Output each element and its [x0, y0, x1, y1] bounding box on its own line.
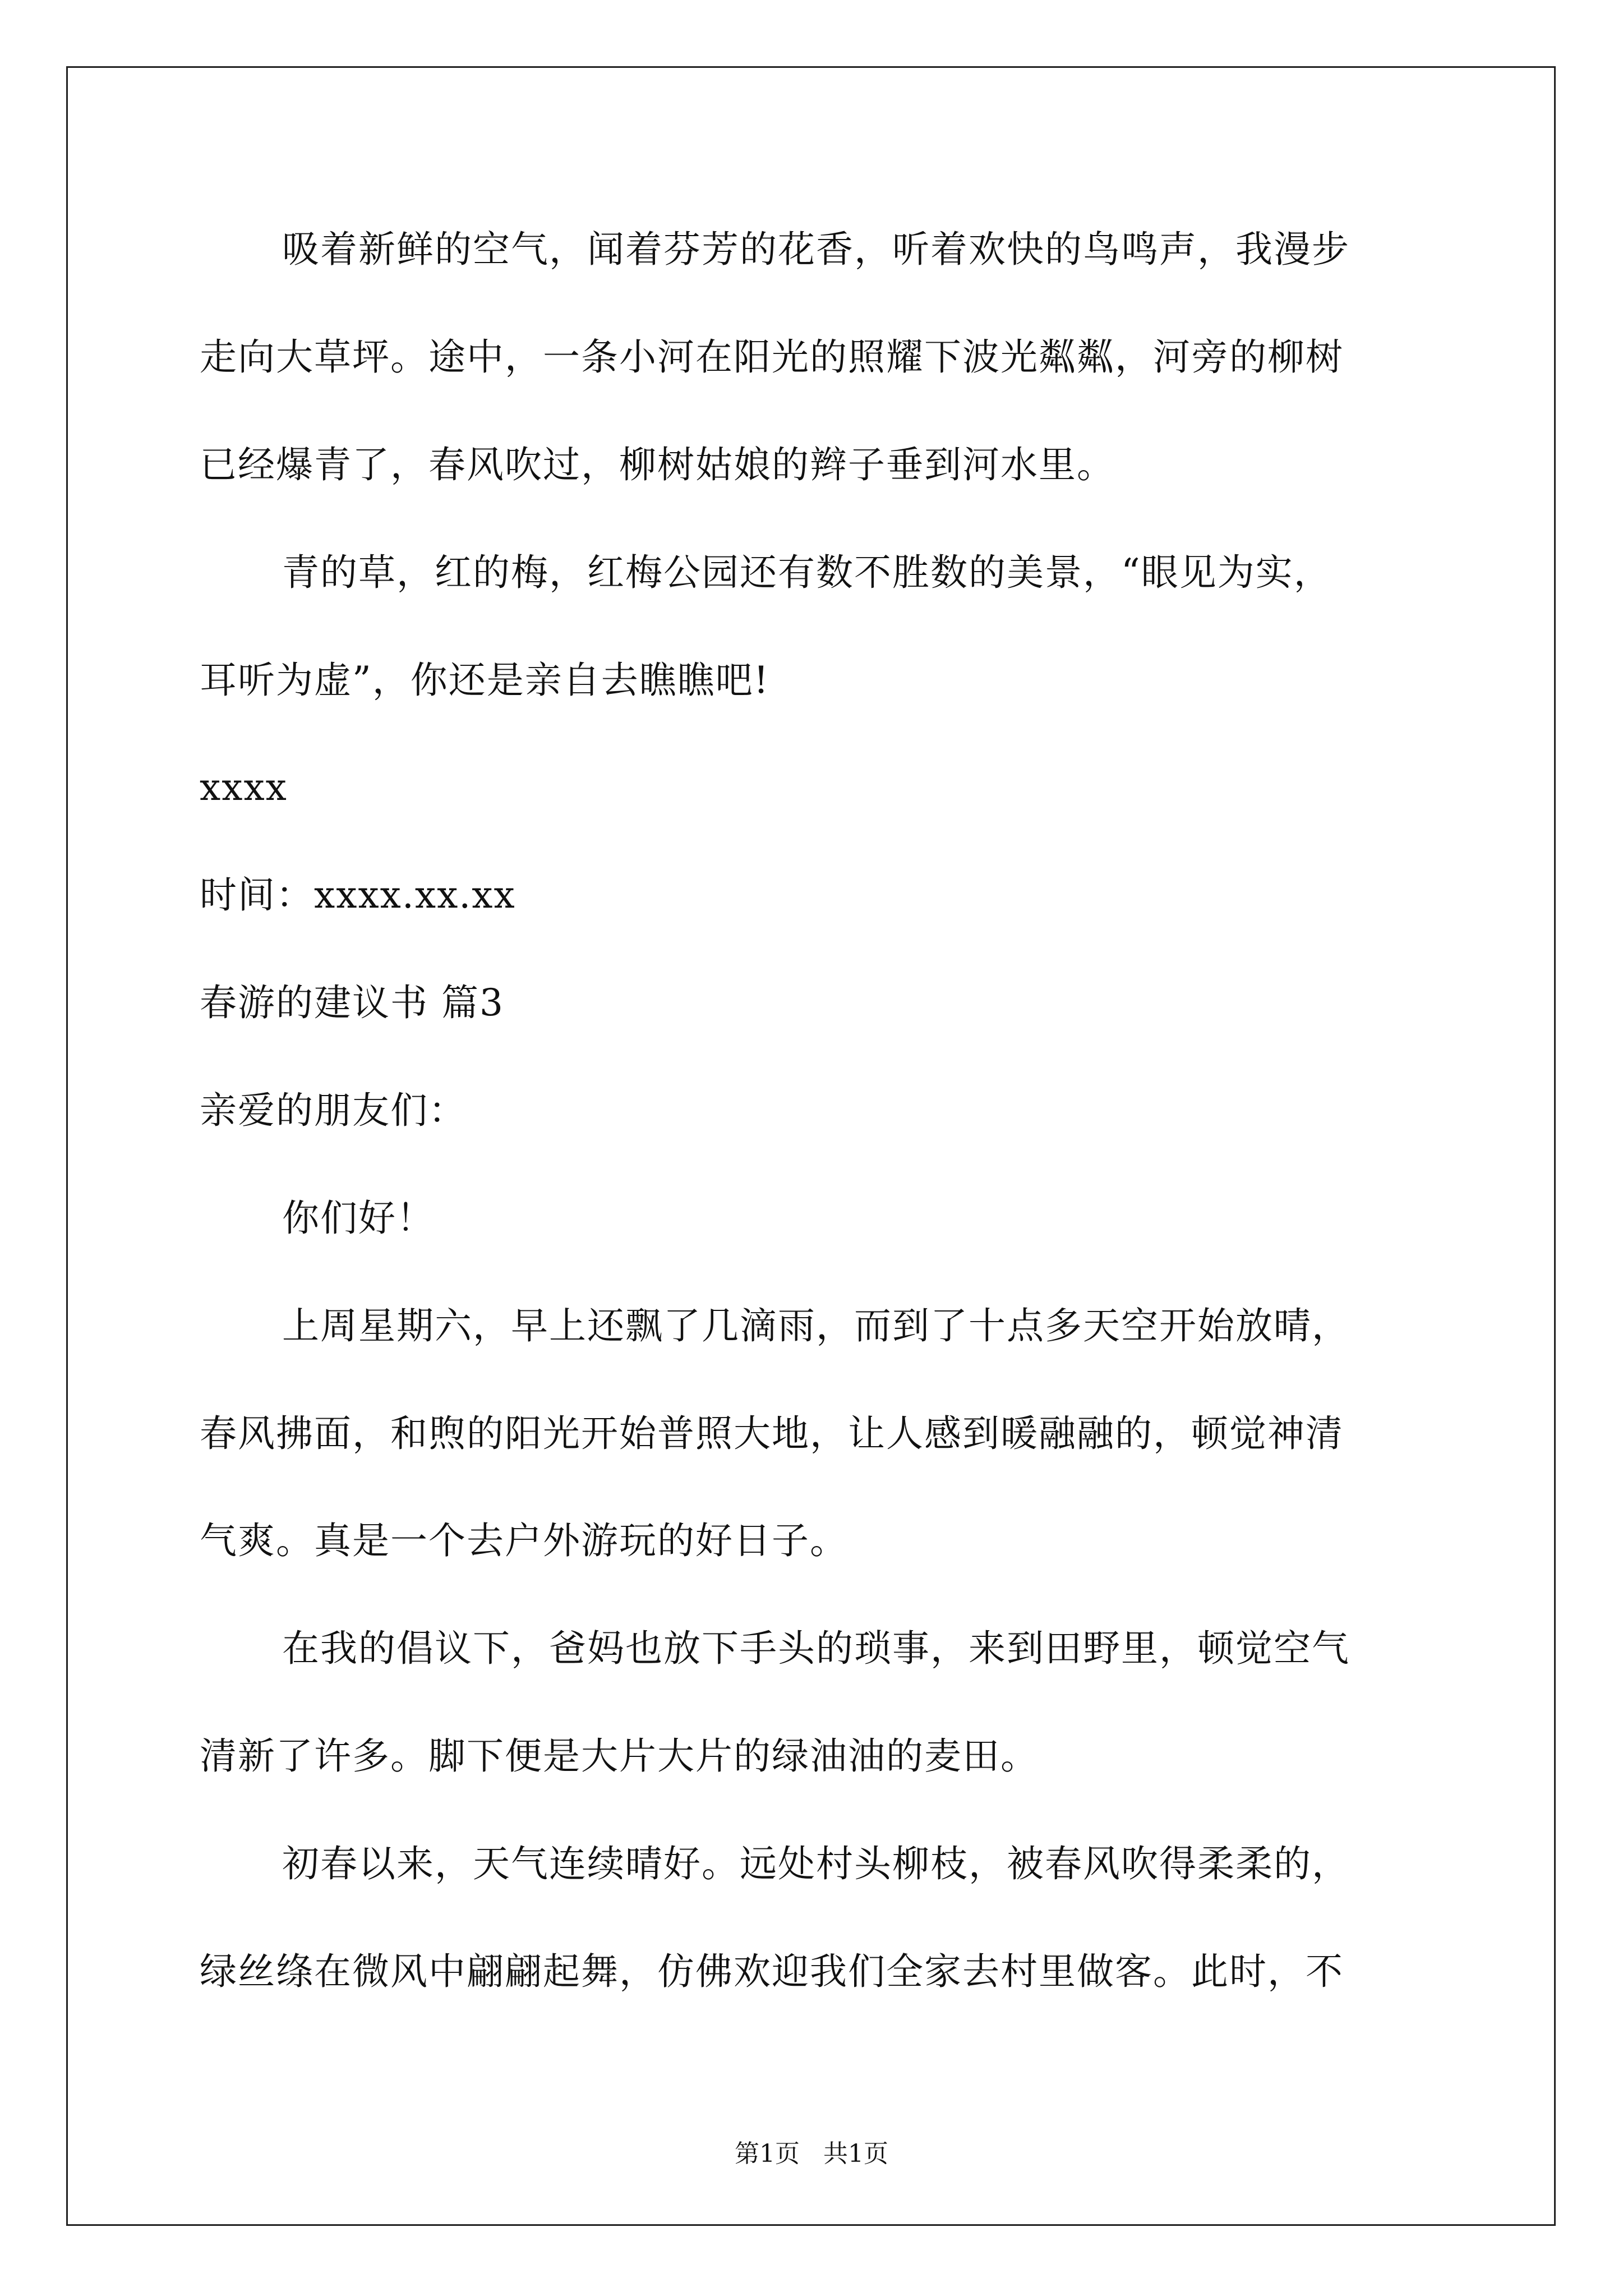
signature-line: xxxx: [200, 766, 288, 809]
paragraph-line: 在我的倡议下，爸妈也放下手头的琐事，来到田野里，顿觉空气: [282, 1627, 1350, 1670]
paragraph-line: 吸着新鲜的空气，闻着芬芳的花香，听着欢快的鸟鸣声，我漫步: [282, 228, 1350, 271]
paragraph-line: 走向大草坪。途中，一条小河在阳光的照耀下波光粼粼，河旁的柳树: [200, 335, 1344, 379]
paragraph-line: 初春以来，天气连续晴好。远处村头柳枝，被春风吹得柔柔的，: [282, 1842, 1350, 1885]
greeting: 你们好！: [282, 1197, 435, 1240]
paragraph-line: 气爽。真是一个去户外游玩的好日子。: [200, 1519, 848, 1562]
section-heading: 春游的建议书 篇3: [200, 981, 504, 1024]
paragraph-line: 春风拂面，和煦的阳光开始普照大地，让人感到暖融融的，顿觉神清: [200, 1412, 1344, 1455]
paragraph-line: 绿丝绦在微风中翩翩起舞，仿佛欢迎我们全家去村里做客。此时，不: [200, 1950, 1344, 1993]
paragraph-line: 已经爆青了，春风吹过，柳树姑娘的辫子垂到河水里。: [200, 443, 1115, 486]
page-border: [66, 66, 1556, 2226]
date-line: 时间：xxxx.xx.xx: [200, 873, 516, 917]
paragraph-line: 青的草，红的梅，红梅公园还有数不胜数的美景，“眼见为实，: [282, 551, 1332, 594]
salutation: 亲爱的朋友们：: [200, 1089, 467, 1132]
page-footer: 第1页 共1页: [735, 2139, 888, 2168]
paragraph-line: 上周星期六，早上还飘了几滴雨，而到了十点多天空开始放晴，: [282, 1304, 1350, 1347]
paragraph-line: 耳听为虚”，你还是亲自去瞧瞧吧!: [200, 659, 770, 702]
paragraph-line: 清新了许多。脚下便是大片大片的绿油油的麦田。: [200, 1734, 1039, 1778]
